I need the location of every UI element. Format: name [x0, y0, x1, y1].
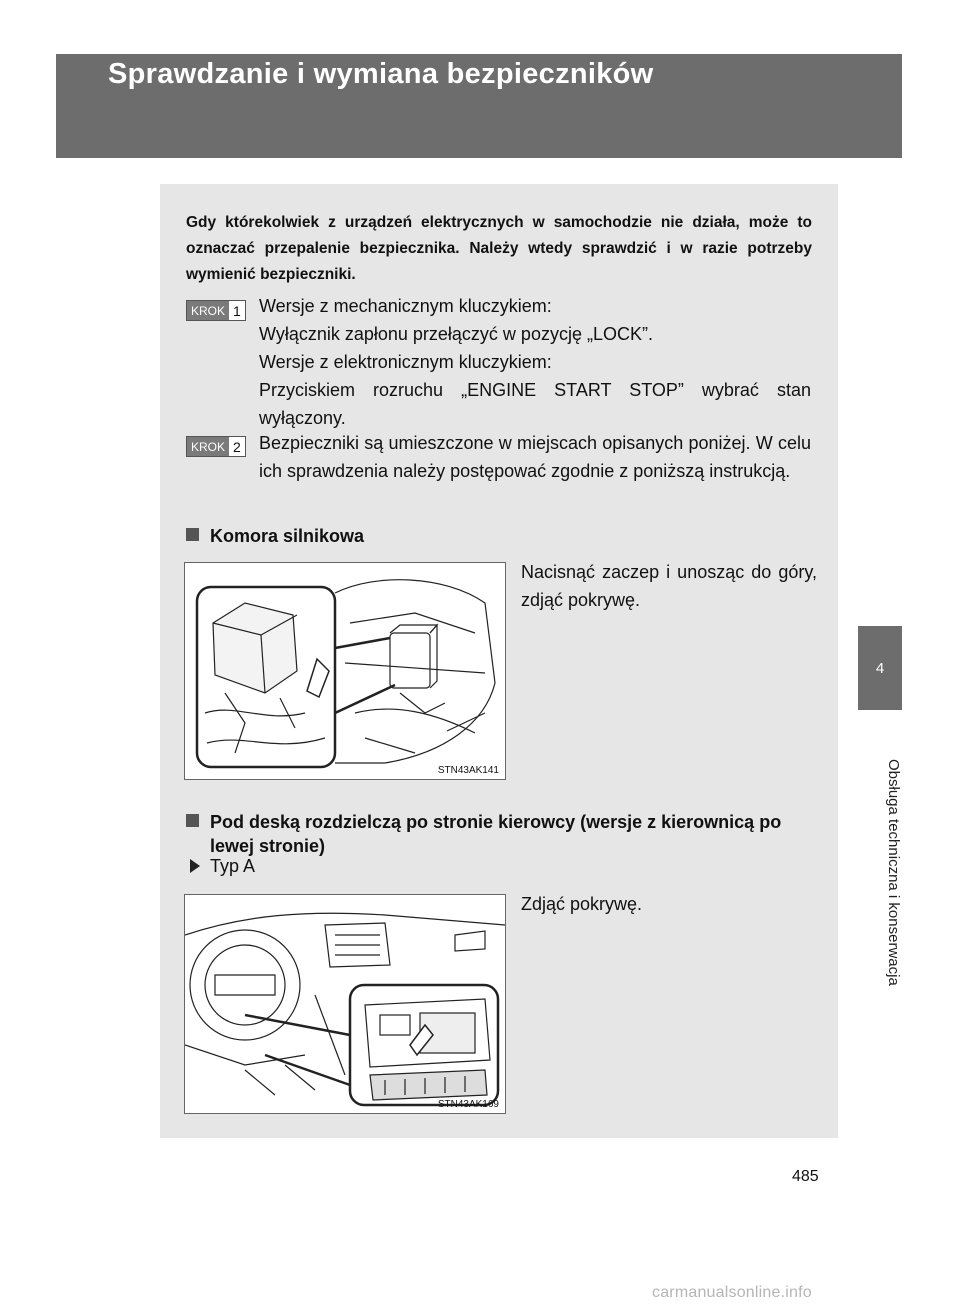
step-1-text — [259, 292, 811, 432]
square-bullet-icon — [186, 814, 199, 827]
step-1-line: Wersje z mechanicznym kluczykiem: — [259, 296, 552, 316]
figure-code: STN43AK169 — [437, 1099, 499, 1110]
intro-paragraph: Gdy którekolwiek z urządzeń elektrycznych w samochodzie nie działa, może to oznaczać przepalenie bezpiecznika. Należy wtedy sprawdzić i w razie potrzeby wymienić bezpieczniki. — [186, 214, 812, 283]
content-panel — [160, 184, 838, 1138]
section-heading-engine: Komora silnikowa — [186, 524, 826, 548]
step-badge-number: 2 — [233, 438, 241, 455]
engine-compartment-figure — [184, 562, 506, 780]
engine-illustration — [185, 563, 505, 779]
chapter-title: Obsługa techniczna i konserwacja — [885, 758, 902, 986]
subheading-type-a: Typ A — [190, 856, 255, 877]
step-badge-label: KROK — [187, 437, 229, 456]
watermark[interactable]: carmanualsonline.info — [652, 1284, 812, 1301]
square-bullet-icon — [186, 528, 199, 541]
page-title: Sprawdzanie i wymiana bezpieczników — [108, 58, 654, 90]
dashboard-figure — [184, 894, 506, 1114]
section-heading-dashboard: Pod deską rozdzielczą po stronie kierowcy (wersje z kierownicą po lewej stronie) — [186, 810, 826, 858]
step-2-line: Bezpieczniki są umieszczone w miejscach opisanych poniżej. W celu ich sprawdzenia należy postępować zgodnie z poniższą instrukcją. — [259, 433, 811, 481]
step-1-line: Przyciskiem rozruchu „ENGINE START STOP” wybrać stan wyłączony. — [259, 380, 811, 428]
triangle-bullet-icon — [190, 859, 200, 873]
step-1-line: Wyłącznik zapłonu przełączyć w pozycję „LOCK”. — [259, 324, 653, 344]
engine-instruction: Nacisnąć zaczep i unosząc do góry, zdjąć pokrywę. — [521, 562, 817, 610]
page-number: 485 — [792, 1168, 819, 1185]
step-1-line: Wersje z elektronicznym kluczykiem: — [259, 352, 552, 372]
step-badge-2 — [186, 436, 246, 457]
step-badge-1 — [186, 300, 246, 321]
figure-code: STN43AK141 — [437, 765, 499, 776]
section-label: 4-3. Czynności serwisowe do wykonania we własnym zakresie — [110, 38, 565, 55]
step-badge-number: 1 — [233, 302, 241, 319]
step-2-text — [259, 429, 811, 485]
chapter-tab[interactable]: 4 — [858, 626, 902, 710]
dashboard-illustration — [185, 895, 505, 1113]
step-badge-label: KROK — [187, 301, 229, 320]
dashboard-instruction: Zdjąć pokrywę. — [521, 894, 643, 914]
